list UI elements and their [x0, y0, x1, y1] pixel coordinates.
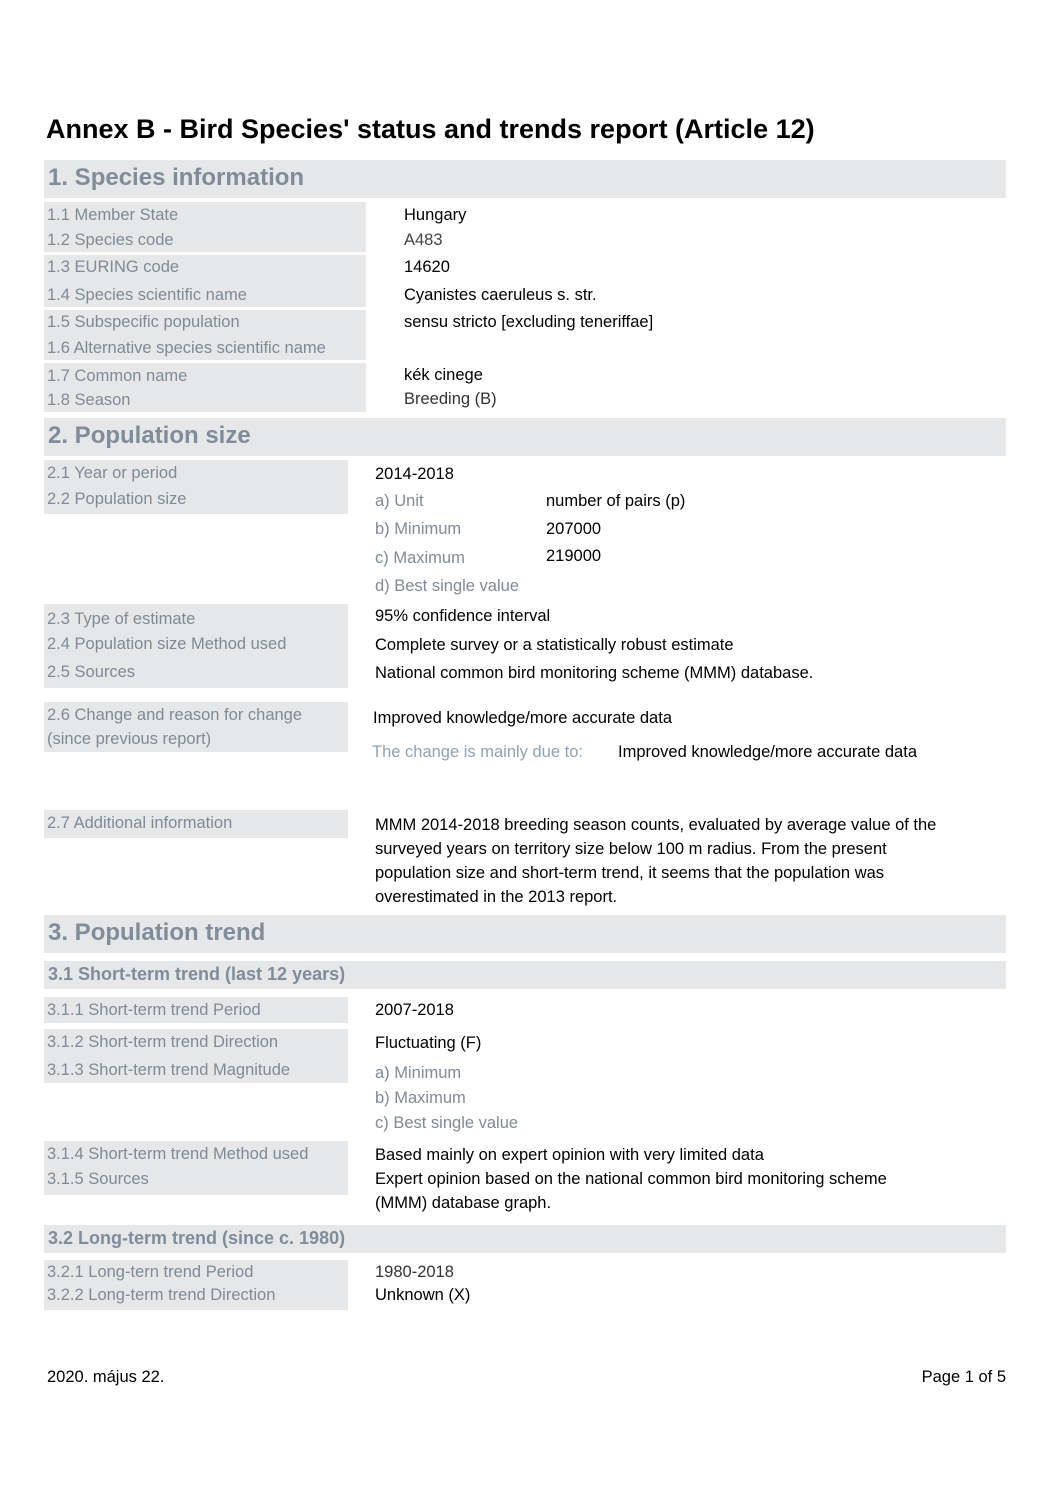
section-heading: 3. Population trend: [48, 919, 266, 946]
sources-label: 2.5 Sources: [47, 663, 136, 681]
subsection-short-term-trend: [44, 961, 1006, 989]
document-title: Annex B - Bird Species' status and trends report (Article 12): [46, 114, 815, 144]
method-used-label: 2.4 Population size Method used: [47, 635, 287, 653]
short-term-sources-line: Expert opinion based on the national common bird monitoring scheme: [375, 1170, 887, 1188]
short-term-sources-label: 3.1.5 Sources: [47, 1170, 149, 1188]
scientific-name-value: Cyanistes caeruleus s. str.: [404, 286, 597, 304]
short-term-direction-value: Fluctuating (F): [375, 1034, 482, 1052]
euring-code-label: 1.3 EURING code: [47, 258, 180, 276]
section-heading: 2. Population size: [48, 422, 251, 449]
section-heading: 1. Species information: [48, 164, 305, 191]
short-term-minimum-label: a) Minimum: [375, 1064, 462, 1082]
season-label: 1.8 Season: [47, 391, 131, 409]
additional-info-line: population size and short-term trend, it seems that the population was: [375, 864, 885, 882]
change-due-label: The change is mainly due to:: [372, 743, 583, 761]
short-term-best-value-label: c) Best single value: [375, 1114, 519, 1132]
minimum-value: 207000: [546, 520, 602, 538]
short-term-period-label: 3.1.1 Short-term trend Period: [47, 1001, 261, 1019]
short-term-sources-line: (MMM) database graph.: [375, 1194, 552, 1212]
species-code-value: A483: [404, 231, 443, 249]
section-species-information: [44, 160, 1006, 198]
minimum-label: b) Minimum: [375, 520, 462, 538]
common-name-value: kék cinege: [404, 366, 483, 384]
population-size-label: 2.2 Population size: [47, 490, 187, 508]
change-reason-label: 2.6 Change and reason for change: [47, 706, 303, 724]
subspecific-population-label: 1.5 Subspecific population: [47, 313, 240, 331]
species-code-label: 1.2 Species code: [47, 231, 174, 249]
subsection-heading: 3.2 Long-term trend (since c. 1980): [48, 1228, 346, 1248]
alternative-name-label: 1.6 Alternative species scientific name: [47, 339, 326, 357]
short-term-maximum-label: b) Maximum: [375, 1089, 466, 1107]
additional-info-label: 2.7 Additional information: [47, 814, 233, 832]
subsection-heading: 3.1 Short-term trend (last 12 years): [48, 964, 346, 984]
short-term-direction-label: 3.1.2 Short-term trend Direction: [47, 1033, 279, 1051]
additional-info-line: surveyed years on territory size below 100 m radius. From the present: [375, 840, 887, 858]
footer-page-number: Page 1 of 5: [921, 1368, 1006, 1386]
member-state-label: 1.1 Member State: [47, 206, 179, 224]
sources-value: National common bird monitoring scheme (MMM) database.: [375, 664, 814, 682]
change-reason-label-cont: (since previous report): [47, 730, 212, 748]
method-used-value: Complete survey or a statistically robust estimate: [375, 636, 734, 654]
long-term-period-value: 1980-2018: [375, 1263, 454, 1281]
year-period-value: 2014-2018: [375, 465, 454, 483]
additional-info-line: overestimated in the 2013 report.: [375, 888, 618, 906]
additional-info-text: [375, 813, 1000, 909]
short-term-method-value: Based mainly on expert opinion with very limited data: [375, 1146, 764, 1164]
year-period-label: 2.1 Year or period: [47, 464, 178, 482]
maximum-label: c) Maximum: [375, 549, 465, 567]
euring-code-value: 14620: [404, 258, 450, 276]
type-of-estimate-value: 95% confidence interval: [375, 607, 551, 625]
short-term-magnitude-label: 3.1.3 Short-term trend Magnitude: [47, 1061, 291, 1079]
best-single-value-label: d) Best single value: [375, 577, 519, 595]
scientific-name-label: 1.4 Species scientific name: [47, 286, 247, 304]
type-of-estimate-label: 2.3 Type of estimate: [47, 610, 196, 628]
subspecific-population-value: sensu stricto [excluding teneriffae]: [404, 313, 654, 331]
section-population-trend: [44, 915, 1006, 953]
maximum-value: 219000: [546, 547, 602, 565]
section-population-size: [44, 418, 1006, 456]
member-state-value: Hungary: [404, 206, 467, 224]
long-term-period-label: 3.2.1 Long-tern trend Period: [47, 1263, 254, 1281]
unit-value: number of pairs (p): [546, 492, 686, 510]
short-term-period-value: 2007-2018: [375, 1001, 454, 1019]
footer-date: 2020. május 22.: [47, 1368, 165, 1386]
long-term-direction-value: Unknown (X): [375, 1286, 471, 1304]
short-term-method-label: 3.1.4 Short-term trend Method used: [47, 1145, 309, 1163]
season-value: Breeding (B): [404, 390, 497, 408]
common-name-label: 1.7 Common name: [47, 367, 188, 385]
unit-label: a) Unit: [375, 492, 424, 510]
long-term-direction-label: 3.2.2 Long-term trend Direction: [47, 1286, 276, 1304]
change-value: Improved knowledge/more accurate data: [373, 709, 672, 727]
change-due-value: Improved knowledge/more accurate data: [618, 743, 917, 761]
subsection-long-term-trend: [44, 1225, 1006, 1253]
additional-info-line: MMM 2014-2018 breeding season counts, evaluated by average value of the: [375, 816, 937, 834]
